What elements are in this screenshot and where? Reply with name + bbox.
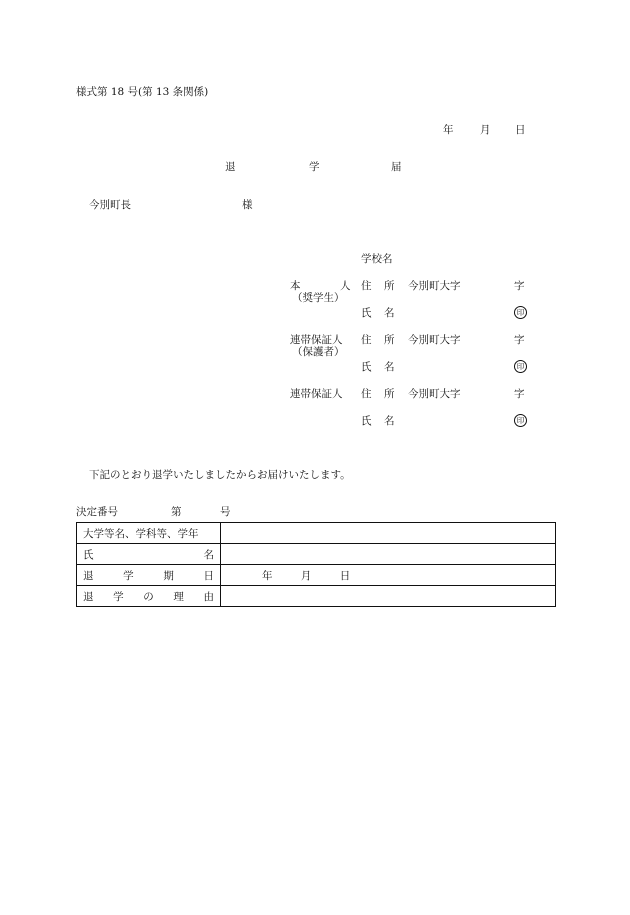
table-row [77, 586, 556, 607]
table-row [77, 544, 556, 565]
address-suffix: 字 [514, 388, 525, 400]
decision-number-label: 決定番号 [76, 506, 118, 518]
date-year-unit: 年 [262, 569, 273, 582]
address-suffix: 字 [514, 334, 525, 346]
label-char: の [143, 590, 154, 603]
date-day-label: 日 [515, 124, 526, 136]
date-month-label: 月 [480, 124, 491, 136]
title-char: 退 [225, 161, 236, 173]
label-char: 退 [83, 590, 94, 603]
form-number: 様式第 18 号(第 13 条関係) [76, 86, 209, 98]
address-label: 住 [361, 388, 372, 400]
label-char: 期 [163, 569, 174, 582]
name-label: 氏 [361, 361, 372, 373]
seal-icon: 印 [514, 360, 527, 373]
title-char: 届 [391, 161, 402, 173]
date-year-label: 年 [443, 124, 454, 136]
label-char: 退 [83, 569, 94, 582]
table-row [77, 565, 556, 586]
label-char: 理 [173, 590, 184, 603]
label-char: 名 [203, 548, 214, 561]
address-prefix: 今別町大字 [408, 334, 461, 346]
date-day-unit: 日 [339, 569, 351, 582]
address-prefix: 今別町大字 [408, 280, 461, 292]
date-month-unit: 月 [300, 569, 312, 582]
name-label: 名 [384, 361, 395, 373]
label-char: 氏 [83, 548, 94, 561]
seal-mark [514, 414, 527, 427]
address-prefix: 今別町大字 [408, 388, 461, 400]
seal-mark [514, 306, 527, 319]
role-sub-label: （保護者） [292, 346, 345, 358]
statement-text: 下記のとおり退学いたしましたからお届けいたします。 [89, 469, 351, 481]
label-char: 学 [123, 569, 134, 582]
label-char: 学 [113, 590, 124, 603]
row-label-reason [77, 586, 221, 607]
school-name-label: 学校名 [361, 253, 393, 265]
label-char: 日 [203, 569, 214, 582]
name-label: 名 [384, 307, 395, 319]
name-label: 名 [384, 415, 395, 427]
addressee-name: 今別町長 [89, 199, 131, 211]
role-label: 連帯保証人 [290, 388, 343, 400]
row-label-school: 大学等名、学科等、学年 [77, 523, 221, 544]
addressee-honorific: 様 [242, 199, 253, 211]
row-value-school[interactable] [221, 523, 556, 544]
row-value-withdrawal-date[interactable] [221, 565, 556, 586]
row-value-name[interactable] [221, 544, 556, 565]
address-label: 住 [361, 334, 372, 346]
seal-icon: 印 [514, 414, 527, 427]
row-label-withdrawal-date [77, 565, 221, 586]
role-sub-label: （奨学生） [292, 292, 345, 304]
address-suffix: 字 [514, 280, 525, 292]
name-label: 氏 [361, 307, 372, 319]
title-char: 学 [309, 161, 320, 173]
address-label: 所 [384, 280, 395, 292]
decision-dai-label: 第 [171, 506, 182, 518]
table-row [77, 523, 556, 544]
row-label-name [77, 544, 221, 565]
label-char: 由 [203, 590, 214, 603]
row-value-reason[interactable] [221, 586, 556, 607]
seal-mark [514, 360, 527, 373]
address-label: 所 [384, 388, 395, 400]
decision-go-label: 号 [220, 506, 231, 518]
withdrawal-info-table [76, 522, 556, 607]
role-label: 本 [290, 280, 301, 292]
address-label: 住 [361, 280, 372, 292]
name-label: 氏 [361, 415, 372, 427]
role-label: 連帯保証人 [290, 334, 343, 346]
role-label: 人 [340, 280, 351, 292]
address-label: 所 [384, 334, 395, 346]
seal-icon: 印 [514, 306, 527, 319]
